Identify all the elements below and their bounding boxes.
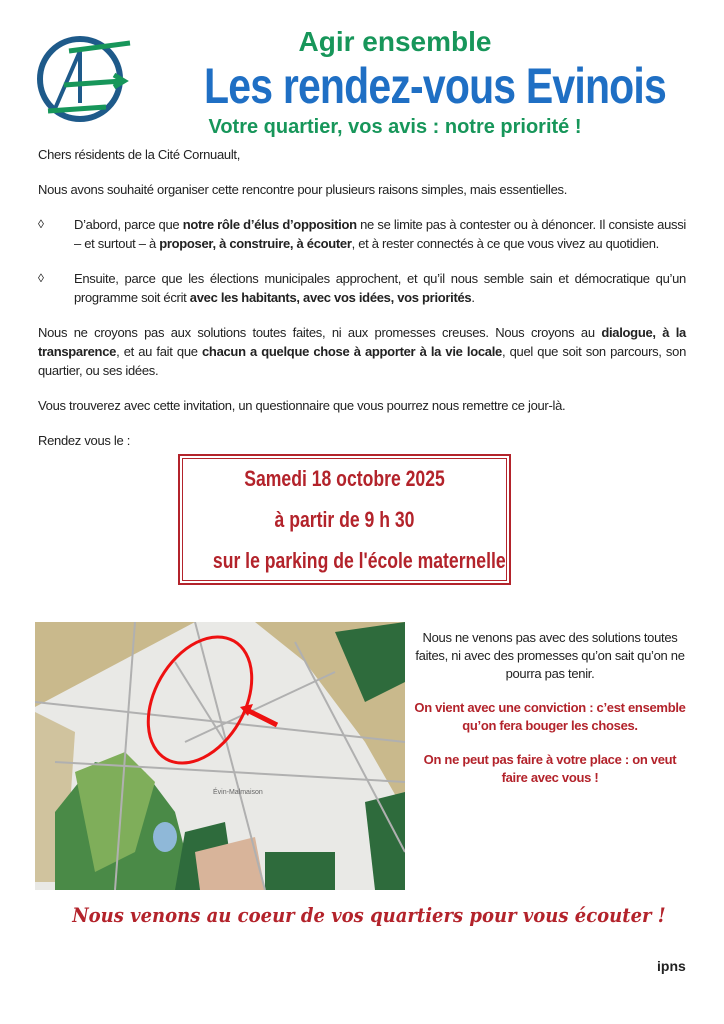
event-date: Samedi 18 octobre 2025	[244, 466, 445, 491]
page-title: Les rendez-vous Evinois	[204, 58, 666, 114]
bullet-icon: ◊	[38, 271, 44, 285]
tagline: Votre quartier, vos avis : notre priorité !	[208, 116, 582, 138]
event-time: à partir de 9 h 30	[274, 507, 415, 532]
rdv-label: Rendez vous le :	[38, 433, 131, 448]
map-town-label: Évin-Malmaison	[213, 789, 263, 796]
greeting: Chers résidents de la Cité Cornuault,	[38, 147, 241, 162]
footer-slogan: Nous venons au coeur de vos quartiers pour vous écouter !	[72, 903, 666, 927]
bullet-2: Ensuite, parce que les élections municipales approchent, et qu’il nous semble sain et démocratique qu’un programme soit écrit avec les habitants, avec vos idées, vos priorités.	[74, 271, 686, 305]
event-box	[178, 454, 511, 585]
kicker: Agir ensemble	[298, 26, 492, 57]
paragraph-4: Vous trouverez avec cette invitation, un questionnaire que vous pourrez nous remettre ce jour-là.	[38, 398, 566, 413]
letter-body	[38, 145, 686, 585]
bullet-row-1	[38, 215, 686, 253]
bullet-row-2	[38, 269, 686, 307]
agir-ensemble-logo	[34, 33, 134, 125]
neighborhood-map	[35, 622, 405, 890]
paragraph-3: Nous ne croyons pas aux solutions toutes faites, ni aux promesses creuses. Nous croyons au dialogue, à la transparence, et au fait que chacun a quelque chose à apporter à la vie locale, quel que soit son parcours, son quartier, ou ses idées.	[38, 325, 686, 378]
bullet-icon: ◊	[38, 217, 44, 231]
event-place: sur le parking de l'école maternelle	[212, 548, 506, 573]
intro: Nous avons souhaité organiser cette rencontre pour plusieurs raisons simples, mais essentielles.	[38, 182, 568, 197]
side-text-1: Nous ne venons pas avec des solutions toutes faites, ni avec des promesses qu’on sait qu’on ne pourra pas tenir.	[415, 630, 685, 681]
side-text-3: On ne peut pas faire à votre place : on veut faire avec vous !	[423, 752, 677, 785]
ipns-mark: ipns	[657, 958, 686, 974]
side-text	[410, 629, 690, 803]
bullet-1: D’abord, parce que notre rôle d’élus d’opposition ne se limite pas à contester ou à dénoncer. Il consiste aussi – et surtout – à proposer, à construire, à écouter, et à rester connectés à ce que vous vivez au quotidien.	[74, 217, 687, 251]
side-text-2: On vient avec une conviction : c’est ensemble qu’on fera bouger les choses.	[414, 700, 686, 733]
